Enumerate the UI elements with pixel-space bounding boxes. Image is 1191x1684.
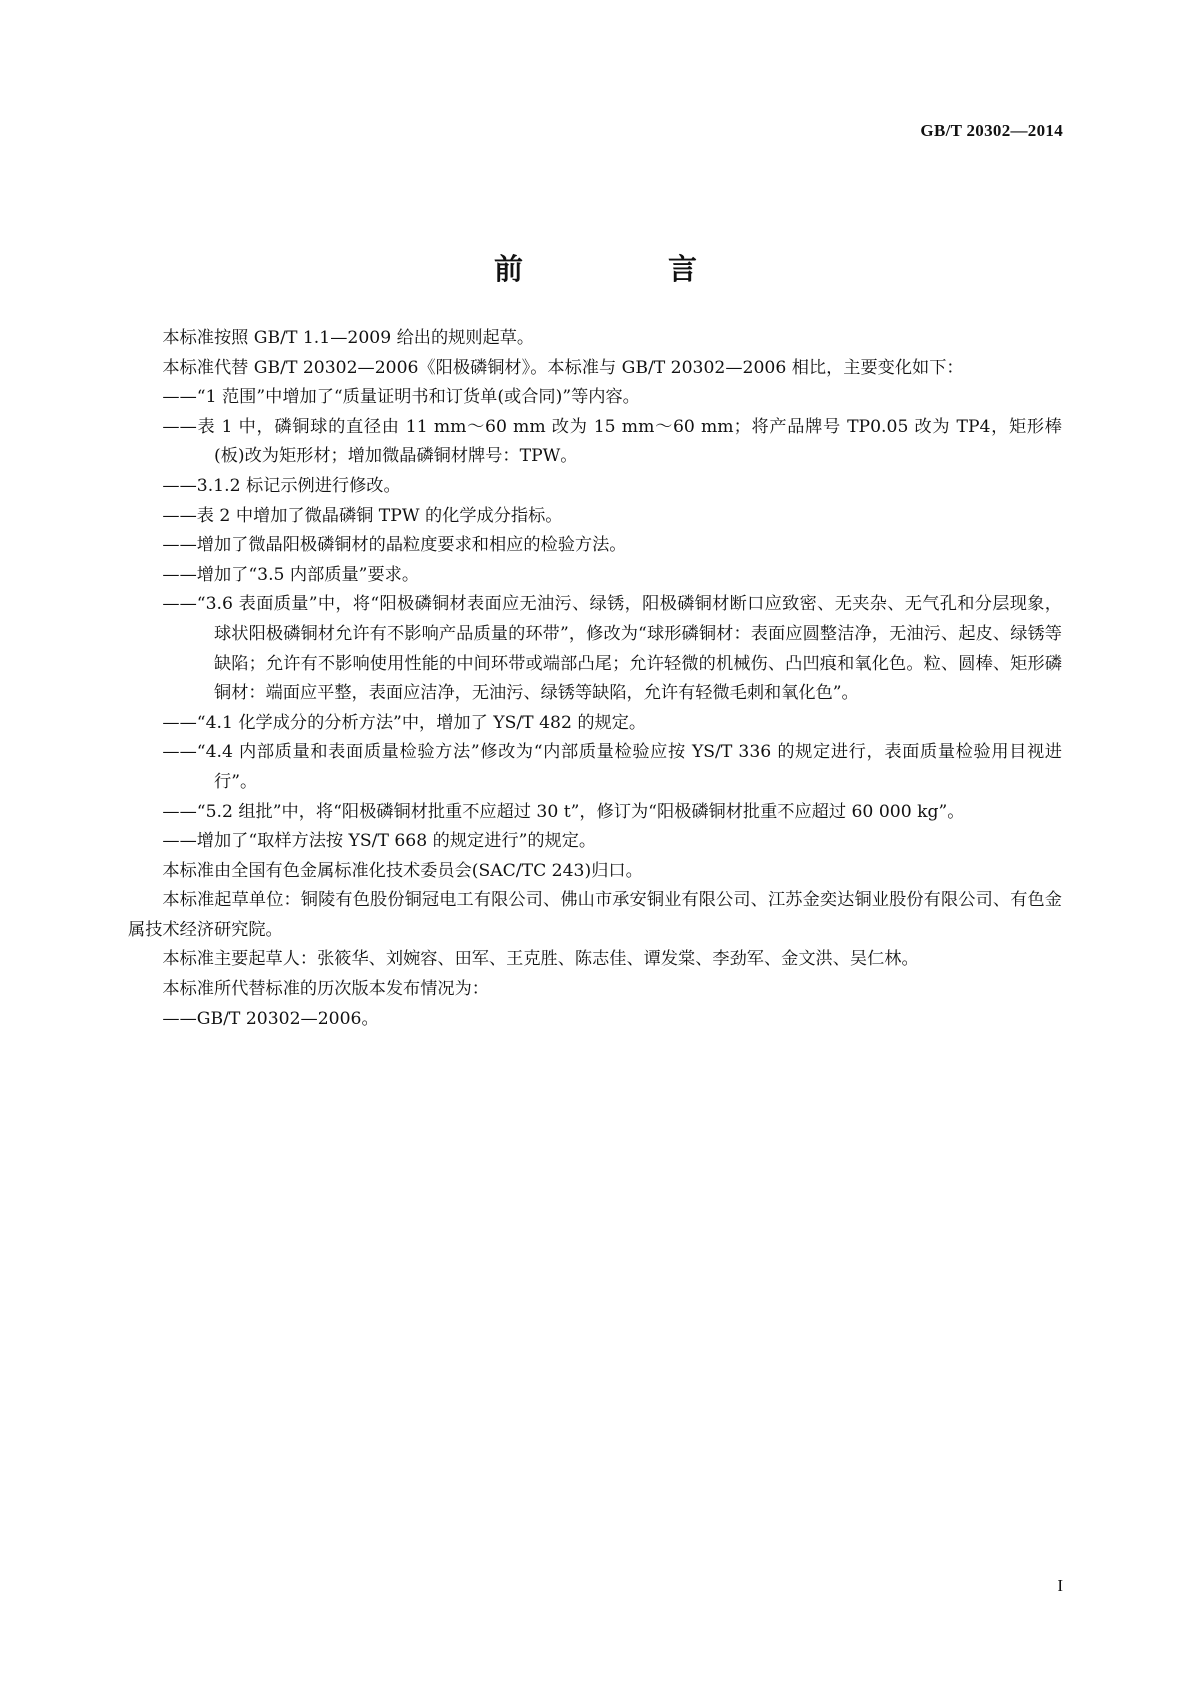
change-item: ——“4.1 化学成分的分析方法”中，增加了 YS/T 482 的规定。	[162, 712, 647, 733]
change-item: ——增加了“取样方法按 YS/T 668 的规定进行”的规定。	[162, 831, 597, 852]
change-item: ——“3.6 表面质量”中，将“阳极磷铜材表面应无油污、绿锈，阳极磷铜材断口应致密、无夹杂、无气孔和分层现象，球状阳极磷铜材允许有不影响产品质量的环带”，修改为“球形磷铜材：表面应圆整洁净，无油污、起皮、绿锈等缺陷；允许有不影响使用性能的中间环带或端部凸尾；允许轻微的机械伤、凸凹痕和氧化色。粒、圆棒、矩形磷铜材：端面应平整，表面应洁净，无油污、绿锈等缺陷，允许有轻微毛刺和氧化色”。	[162, 594, 1062, 704]
change-item: ——“1 范围”中增加了“质量证明书和订货单(或合同)”等内容。	[162, 387, 640, 408]
paragraph-previous-editions: 本标准所代替标准的历次版本发布情况为：	[162, 979, 489, 1000]
change-item: ——表 1 中，磷铜球的直径由 11 mm～60 mm 改为 15 mm～60 mm；将产品牌号 TP0.05 改为 TP4，矩形棒(板)改为矩形材；增加微晶磷铜材牌号：TPW。	[162, 416, 1062, 467]
previous-edition-item: ——GB/T 20302—2006。	[162, 1008, 379, 1029]
page-number: I	[1057, 1576, 1063, 1595]
paragraph-drafting-units: 本标准起草单位：铜陵有色股份铜冠电工有限公司、佛山市承安铜业有限公司、江苏金奕达铜业股份有限公司、有色金属技术经济研究院。	[128, 890, 1062, 940]
paragraph-drafting-rules: 本标准按照 GB/T 1.1—2009 给出的规则起草。	[162, 328, 535, 348]
change-item: ——增加了“3.5 内部质量”要求。	[162, 564, 420, 585]
paragraph-replacement-note: 本标准代替 GB/T 20302—2006《阳极磷铜材》。本标准与 GB/T 20302—2006 相比，主要变化如下：	[162, 357, 964, 378]
change-item: ——“5.2 组批”中，将“阳极磷铜材批重不应超过 30 t”，修订为“阳极磷铜材批重不应超过 60 000 kg”。	[162, 801, 965, 822]
foreword-body	[128, 324, 1062, 1034]
paragraph-drafters: 本标准主要起草人：张筱华、刘婉容、田军、王克胜、陈志佳、谭发棠、李劲军、金文洪、吴仁林。	[162, 949, 919, 970]
standard-code-header: GB/T 20302—2014	[920, 121, 1063, 140]
change-item: ——3.1.2 标记示例进行修改。	[162, 475, 401, 496]
foreword-title: 前 言	[493, 252, 755, 287]
paragraph-committee: 本标准由全国有色金属标准化技术委员会(SAC/TC 243)归口。	[162, 860, 643, 881]
change-item: ——增加了微晶阳极磷铜材的晶粒度要求和相应的检验方法。	[162, 535, 627, 556]
change-item: ——“4.4 内部质量和表面质量检验方法”修改为“内部质量检验应按 YS/T 336 的规定进行，表面质量检验用目视进行”。	[162, 742, 1062, 792]
change-item: ——表 2 中增加了微晶磷铜 TPW 的化学成分指标。	[162, 505, 563, 526]
